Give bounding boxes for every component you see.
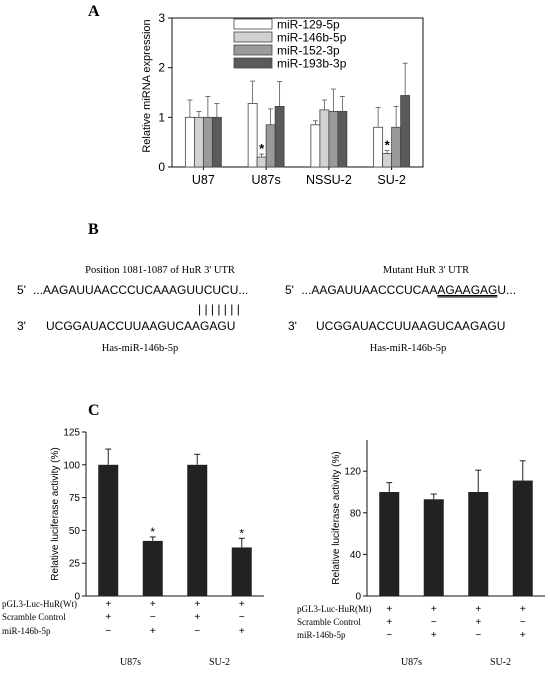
condition-sign: +	[475, 617, 482, 628]
bar	[424, 499, 444, 596]
bar	[329, 111, 338, 167]
panel-c	[2, 402, 545, 668]
legend-label: miR-193b-3p	[277, 56, 347, 71]
mut-3prime: 3'	[288, 319, 297, 333]
bar	[392, 127, 401, 167]
bar	[187, 465, 207, 596]
bar	[185, 117, 194, 167]
panel-c-left-chart	[2, 428, 264, 669]
y-tick-label: 0	[74, 591, 80, 603]
condition-row-label: pGL3-Luc-HuR(Wt)	[2, 599, 77, 609]
bar	[374, 127, 383, 167]
significance-marker: *	[384, 137, 390, 153]
panel-b-label: B	[88, 221, 99, 238]
legend-label: miR-152-3p	[277, 43, 340, 58]
wt-caption: Position 1081-1087 of HuR 3' UTR	[85, 265, 235, 276]
panel-a	[88, 3, 423, 187]
condition-sign: +	[238, 626, 245, 637]
y-axis-label: Relative luciferase activity (%)	[50, 447, 61, 581]
mut-seq-mutated: AGAAGAG	[437, 283, 498, 297]
y-tick-label: 0	[158, 160, 165, 174]
y-tick-label: 40	[349, 549, 361, 561]
panel-a-ylabel: Relative miRNA expression	[141, 19, 153, 153]
bar	[266, 125, 275, 167]
y-tick-label: 80	[349, 508, 361, 520]
group-label: SU-2	[489, 657, 512, 668]
condition-sign: +	[149, 626, 156, 637]
condition-row-label: Scramble Control	[2, 612, 66, 622]
group-label: SU-2	[208, 657, 231, 668]
x-category-label: U87	[191, 173, 215, 187]
panel-c-right-chart	[297, 440, 545, 668]
bar	[194, 117, 203, 167]
y-tick-label: 25	[68, 558, 80, 570]
bar	[248, 103, 257, 167]
panel-a-legend	[234, 18, 347, 71]
bar	[401, 95, 410, 167]
condition-row-label: Scramble Control	[297, 617, 361, 627]
legend-label: miR-146b-5p	[277, 30, 347, 45]
bar	[203, 117, 212, 167]
wt-mirna-sequence: UCGGAUACCUUAAGUCAAGAGU	[46, 319, 236, 333]
condition-sign: −	[430, 617, 437, 628]
condition-sign: −	[149, 612, 156, 623]
mut-caption: Mutant HuR 3' UTR	[382, 265, 470, 276]
mut-mirna-sequence: UCGGAUACCUUAAGUCAAGAGU	[316, 319, 506, 333]
panel-a-label: A	[88, 3, 100, 20]
bar	[320, 110, 329, 167]
legend-swatch	[234, 58, 272, 68]
mut-5prime: 5'	[285, 283, 294, 297]
bar	[143, 541, 163, 596]
condition-sign: +	[238, 599, 245, 610]
mut-seq-post: U...	[497, 283, 517, 297]
y-tick-label: 125	[63, 427, 80, 439]
significance-marker: *	[239, 526, 245, 541]
condition-sign: +	[519, 630, 526, 641]
y-tick-label: 75	[68, 493, 80, 505]
bar	[98, 465, 118, 596]
bar	[338, 111, 347, 167]
condition-sign: +	[386, 617, 393, 628]
group-label: U87s	[400, 657, 423, 668]
x-category-label: U87s	[251, 173, 281, 187]
bar	[257, 157, 266, 167]
bar	[232, 547, 252, 596]
condition-sign: +	[105, 612, 112, 623]
condition-sign: +	[194, 599, 201, 610]
panel-b	[17, 221, 516, 354]
significance-marker: *	[259, 141, 265, 157]
x-category-label: SU-2	[377, 173, 406, 187]
y-tick-label: 0	[355, 591, 361, 603]
wt-pairing-bonds: | | | | | | |	[198, 302, 240, 316]
condition-row-label: pGL3-Luc-HuR(Mt)	[297, 604, 372, 614]
legend-label: miR-129-5p	[277, 17, 340, 32]
wt-5prime: 5'	[17, 283, 26, 297]
bar	[513, 481, 533, 596]
condition-sign: +	[519, 604, 526, 615]
condition-sign: +	[149, 599, 156, 610]
condition-sign: −	[238, 612, 245, 623]
condition-sign: −	[105, 626, 112, 637]
condition-sign: −	[194, 626, 201, 637]
condition-sign: +	[430, 630, 437, 641]
y-tick-label: 1	[158, 110, 165, 125]
condition-sign: +	[105, 599, 112, 610]
condition-sign: −	[475, 630, 482, 641]
wt-mirna-name: Has-miR-146b-5p	[101, 343, 179, 354]
y-axis-label: Relative luciferase activity (%)	[331, 451, 342, 585]
x-category-label: NSSU-2	[305, 173, 352, 187]
condition-row-label: miR-146b-5p	[2, 626, 51, 636]
condition-sign: +	[430, 604, 437, 615]
bar	[383, 154, 392, 167]
condition-sign: −	[386, 630, 393, 641]
wt-3prime: 3'	[17, 319, 26, 333]
condition-sign: +	[194, 612, 201, 623]
bar	[275, 106, 284, 167]
y-tick-label: 2	[158, 60, 165, 75]
significance-marker: *	[150, 524, 156, 539]
group-label: U87s	[119, 657, 142, 668]
bar	[468, 492, 488, 596]
mut-seq-pre: ...AAGAUUAACCCUCAA	[301, 283, 438, 297]
y-tick-label: 120	[344, 466, 361, 478]
mut-utr-sequence	[285, 283, 516, 297]
panel-c-label: C	[88, 402, 100, 419]
bar	[212, 117, 221, 167]
condition-sign: +	[386, 604, 393, 615]
wt-utr-sequence: ...AAGAUUAACCCUCAAAGUUCUCU...	[33, 283, 249, 297]
legend-swatch	[234, 32, 272, 42]
y-tick-label: 100	[63, 460, 80, 472]
legend-swatch	[234, 19, 272, 29]
mut-mirna-name: Has-miR-146b-5p	[369, 343, 447, 354]
legend-swatch	[234, 45, 272, 55]
y-tick-label: 50	[68, 525, 80, 537]
y-tick-label: 3	[158, 11, 165, 25]
condition-sign: +	[475, 604, 482, 615]
condition-row-label: miR-146b-5p	[297, 630, 346, 640]
bar	[311, 125, 320, 167]
bar	[379, 492, 399, 596]
condition-sign: −	[519, 617, 526, 628]
